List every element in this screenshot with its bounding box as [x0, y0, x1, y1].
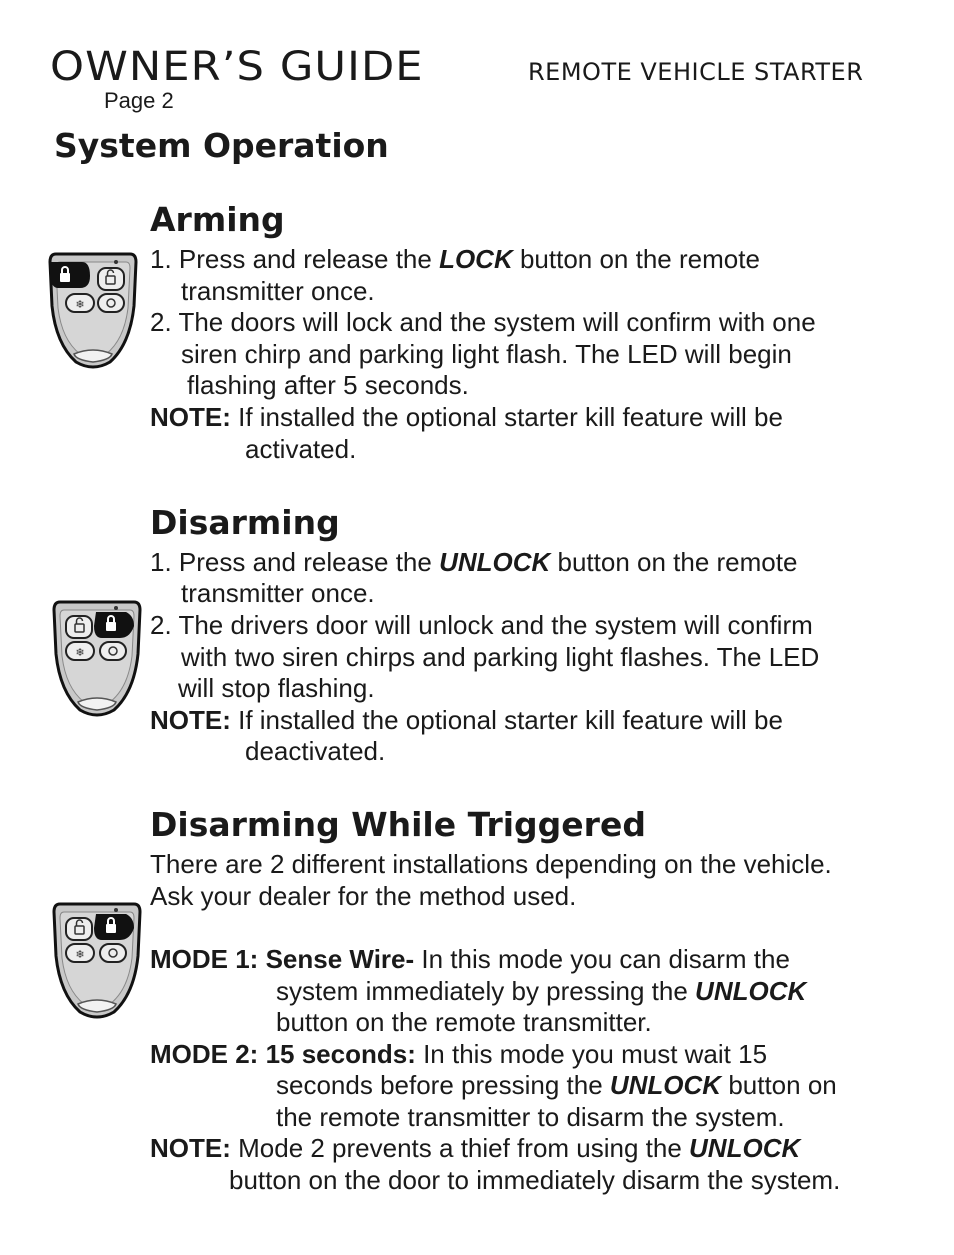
arming-step1-cont: transmitter once.: [181, 276, 375, 306]
triggered-note: NOTE: Mode 2 prevents a thief from using the UNLOCK: [150, 1133, 801, 1163]
arming-step2: 2. The doors will lock and the system will confirm with one: [150, 307, 816, 337]
triggered-note-cont: button on the door to immediately disarm the system.: [229, 1165, 841, 1195]
arming-heading: Arming: [150, 200, 285, 239]
mode2-line3: the remote transmitter to disarm the system.: [276, 1102, 785, 1132]
mode1-line: MODE 1: Sense Wire- In this mode you can disarm the: [150, 944, 790, 974]
disarming-step2-cont: with two siren chirps and parking light flashes. The LED: [181, 642, 820, 672]
remote-fob-unlock-icon: [50, 898, 144, 1022]
disarming-heading: Disarming: [150, 503, 340, 542]
disarming-step2: 2. The drivers door will unlock and the system will confirm: [150, 610, 813, 640]
triggered-heading: Disarming While Triggered: [150, 805, 646, 844]
svg-text:❄: ❄: [75, 948, 85, 961]
guide-subtitle: REMOTE VEHICLE STARTER: [528, 58, 864, 86]
arming-step2-cont2: flashing after 5 seconds.: [187, 370, 469, 400]
disarming-note-cont: deactivated.: [245, 736, 386, 766]
svg-text:❄: ❄: [75, 298, 85, 311]
triggered-intro: There are 2 different installations depending on the vehicle.: [150, 849, 832, 879]
remote-fob-lock-icon: [46, 248, 140, 372]
svg-text:❄: ❄: [75, 646, 85, 659]
arming-step1: 1. Press and release the LOCK button on the remote: [150, 244, 760, 274]
mode1-line3: button on the remote transmitter.: [276, 1007, 652, 1037]
guide-title: OWNER’S GUIDE: [50, 44, 424, 90]
remote-fob-unlock-icon: [50, 596, 144, 720]
mode1-line2: system immediately by pressing the UNLOCK: [276, 976, 807, 1006]
disarming-step1: 1. Press and release the UNLOCK button on the remote: [150, 547, 798, 577]
arming-note: NOTE: If installed the optional starter kill feature will be: [150, 402, 783, 432]
page-number: Page 2: [104, 88, 174, 113]
arming-step2-cont: siren chirp and parking light flash. The LED will begin: [181, 339, 792, 369]
triggered-intro-cont: Ask your dealer for the method used.: [150, 881, 577, 911]
mode2-line: MODE 2: 15 seconds: In this mode you must wait 15: [150, 1039, 768, 1069]
section-heading: System Operation: [54, 126, 389, 165]
disarming-step2-cont2: will stop flashing.: [178, 673, 375, 703]
disarming-note: NOTE: If installed the optional starter kill feature will be: [150, 705, 783, 735]
arming-note-cont: activated.: [245, 434, 357, 464]
disarming-step1-cont: transmitter once.: [181, 578, 375, 608]
mode2-line2: seconds before pressing the UNLOCK button on: [276, 1070, 837, 1100]
